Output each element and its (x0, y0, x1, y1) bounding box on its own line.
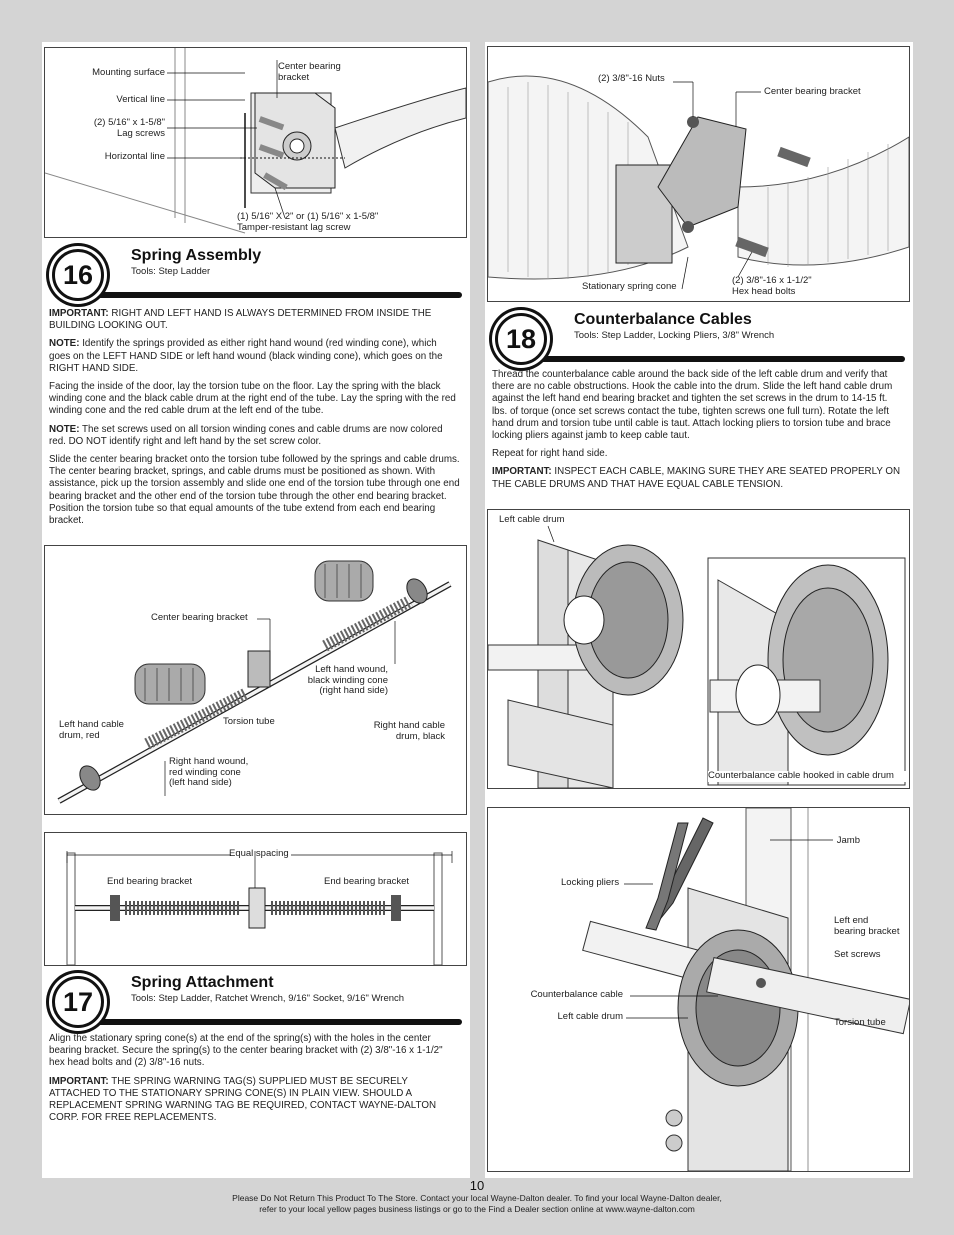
step-18-number: 18 (495, 313, 547, 365)
label-equal-spacing: Equal spacing (229, 848, 289, 859)
label-counterbalance-cable: Counterbalance cable (530, 989, 623, 1000)
label-left-hand-wound: Left hand wound, black winding cone (right hand side) (307, 664, 388, 696)
label-left-end-bracket: Left end bearing bracket (834, 915, 900, 937)
right-column (485, 42, 913, 1178)
label-pliers-jamb: Jamb (836, 835, 860, 846)
step-16-important: IMPORTANT: RIGHT AND LEFT HAND IS ALWAYS DETERMINED FROM INSIDE THE BUILDING LOOKING OUT. (49, 308, 432, 332)
figure-bracket-mount (44, 47, 467, 238)
label-right-hand-wound: Right hand wound, red winding cone (left hand side) (169, 756, 249, 788)
label-left-drum: Left hand cable drum, red (59, 719, 124, 741)
left-column (42, 42, 470, 1178)
label-torsion-tube: Torsion tube (223, 716, 275, 727)
label-stationary-cone: Stationary spring cone (582, 281, 677, 292)
label-left-cable-drum: Left cable drum (499, 514, 565, 525)
step-17-text (49, 1033, 460, 1130)
label-locking-pliers: Locking pliers (561, 877, 620, 888)
label-pliers-torsion-tube: Torsion tube (834, 1017, 886, 1028)
step-17-para1: Align the stationary spring cone(s) at the end of the spring(s) with the holes in the center bearing bracket. Secure the spring(s) to the center bearing bracket with (2) 3/8"-16 x 1-1/2" hex head bolts and (2) 3/8"-16 nuts. (49, 1033, 443, 1069)
step-18-tools: Tools: Step Ladder, Locking Pliers, 3/8" Wrench (574, 330, 775, 341)
step-16-note2: NOTE: The set screws used on all torsion winding cones and cable drums are now colored red. DO NOT identify right and left hand by the set screw color. (49, 423, 443, 447)
step-16-number: 16 (52, 249, 104, 301)
label-spring-center-bracket: Center bearing bracket (764, 86, 861, 97)
step-16-text (49, 308, 460, 533)
figure-spring-bracket (487, 46, 910, 302)
step-18-header (485, 304, 913, 366)
step-18-title: Counterbalance Cables (574, 311, 752, 328)
page-number: 10 (469, 1178, 485, 1193)
figure-equal-spacing (44, 832, 467, 966)
label-center-bearing-bracket: Center bearing bracket (278, 61, 341, 83)
label-mounting-surface: Mounting surface (92, 67, 165, 78)
step-17-number: 17 (52, 976, 104, 1028)
step-16-tools: Tools: Step Ladder (131, 266, 211, 277)
label-right-drum: Right hand cable drum, black (373, 720, 445, 742)
step-18-para2: Repeat for right hand side. (492, 448, 608, 460)
step-18-text (492, 369, 903, 497)
step-17-title: Spring Attachment (131, 974, 274, 991)
coil-left (135, 664, 205, 704)
cable-drum-illustration (488, 510, 909, 788)
step-16-title: Spring Assembly (131, 247, 262, 264)
label-cable-hooked: Counterbalance cable hooked in cable drum (708, 771, 908, 782)
footer-line-2: refer to your local yellow pages business listings or go to the Find a Dealer section online at www.wayne-dalton.com (259, 1204, 695, 1214)
label-nuts: (2) 3/8"-16 Nuts (598, 73, 665, 84)
label-lag-screws: (2) 5/16" x 1-5/8" Lag screws (93, 117, 165, 139)
label-horizontal-line: Horizontal line (104, 151, 165, 162)
footer (0, 1193, 954, 1215)
step-16-bar (70, 292, 462, 298)
step-18-important: IMPORTANT: INSPECT EACH CABLE, MAKING SURE THEY ARE SEATED PROPERLY ON THE CABLE DRUMS AND THAT HAVE EQUAL CABLE TENSION. (492, 466, 901, 490)
label-tamper-screw: (1) 5/16" X 2" or (1) 5/16" x 1-5/8" Tamper-resistant lag screw (237, 211, 379, 233)
step-16-para2: Slide the center bearing bracket onto the torsion tube followed by the springs and cable drums. The center bearing bracket, springs, and cable drums must be positioned as shown. With assistance, pick up the torsion assembly and slide one end of the torsion tube through one end bearing bracket and the other end of the torsion tube through the other end bearing bracket. Position the torsion tube so that equal amounts of the tube extend from each end bearing bracket. (49, 454, 460, 527)
label-pliers-left-drum: Left cable drum (557, 1011, 623, 1022)
step-16-note1: NOTE: Identify the springs provided as either right hand wound (red winding cone), which goes on the LEFT HAND SIDE or left hand wound (black winding cone), which goes on the RIGHT HAND SIDE. (49, 338, 443, 374)
step-17-tools: Tools: Step Ladder, Ratchet Wrench, 9/16" Socket, 9/16" Wrench (131, 993, 405, 1004)
label-set-screws: Set screws (834, 949, 881, 960)
label-hex-bolts: (2) 3/8"-16 x 1-1/2" Hex head bolts (732, 275, 812, 297)
step-17-important: IMPORTANT: THE SPRING WARNING TAG(S) SUPPLIED MUST BE SECURELY ATTACHED TO THE STATIONARY SPRING CONE(S) IN PLAIN VIEW. SHOULD A REPLACEMENT SPRING WARNING TAG BE REQUIRED, CONTACT WAYNE-DALTON CORP. FOR FREE REPLACEMENTS. (49, 1075, 437, 1124)
figure-spring-assembly (44, 545, 467, 815)
label-end-bracket-left: End bearing bracket (107, 876, 193, 887)
figure-locking-pliers (487, 807, 910, 1172)
coil-right (315, 561, 373, 601)
step-16-header (42, 240, 470, 302)
figure-cable-drum (487, 509, 910, 789)
label-end-bracket-right: End bearing bracket (324, 876, 410, 887)
step-16-para1: Facing the inside of the door, lay the torsion tube on the floor. Lay the spring with the black winding cone and the black cable drum at the right end of the tube. Lay the spring with the red winding cone and the red cable drum at the left end of the tube. (49, 381, 456, 417)
spring-right (325, 601, 410, 646)
step-18-para1: Thread the counterbalance cable around the back side of the left cable drum and verify that there are no cable obstructions. Hook the cable into the drum. Slide the left hand cable drum against the left hand end bearing bracket and tighten the set screws in the drum to 14-15 ft. lbs. of torque (once set screws contact the tube, tighten screws one full turn). Rotate the left hand drum and torsion tube until cable is taut. Attach locking pliers to torsion tube and brace locking pliers against jamb to keep cable taut. (492, 369, 893, 442)
label-vertical-line: Vertical line (116, 94, 165, 105)
step-17-header (42, 967, 470, 1029)
label-assembly-center-bracket: Center bearing bracket (151, 612, 248, 623)
footer-line-1: Please Do Not Return This Product To The Store. Contact your local Wayne-Dalton dealer. To find your local Wayne-Dalton dealer, (232, 1193, 722, 1203)
step-18-bar (513, 356, 905, 362)
step-17-bar (70, 1019, 462, 1025)
